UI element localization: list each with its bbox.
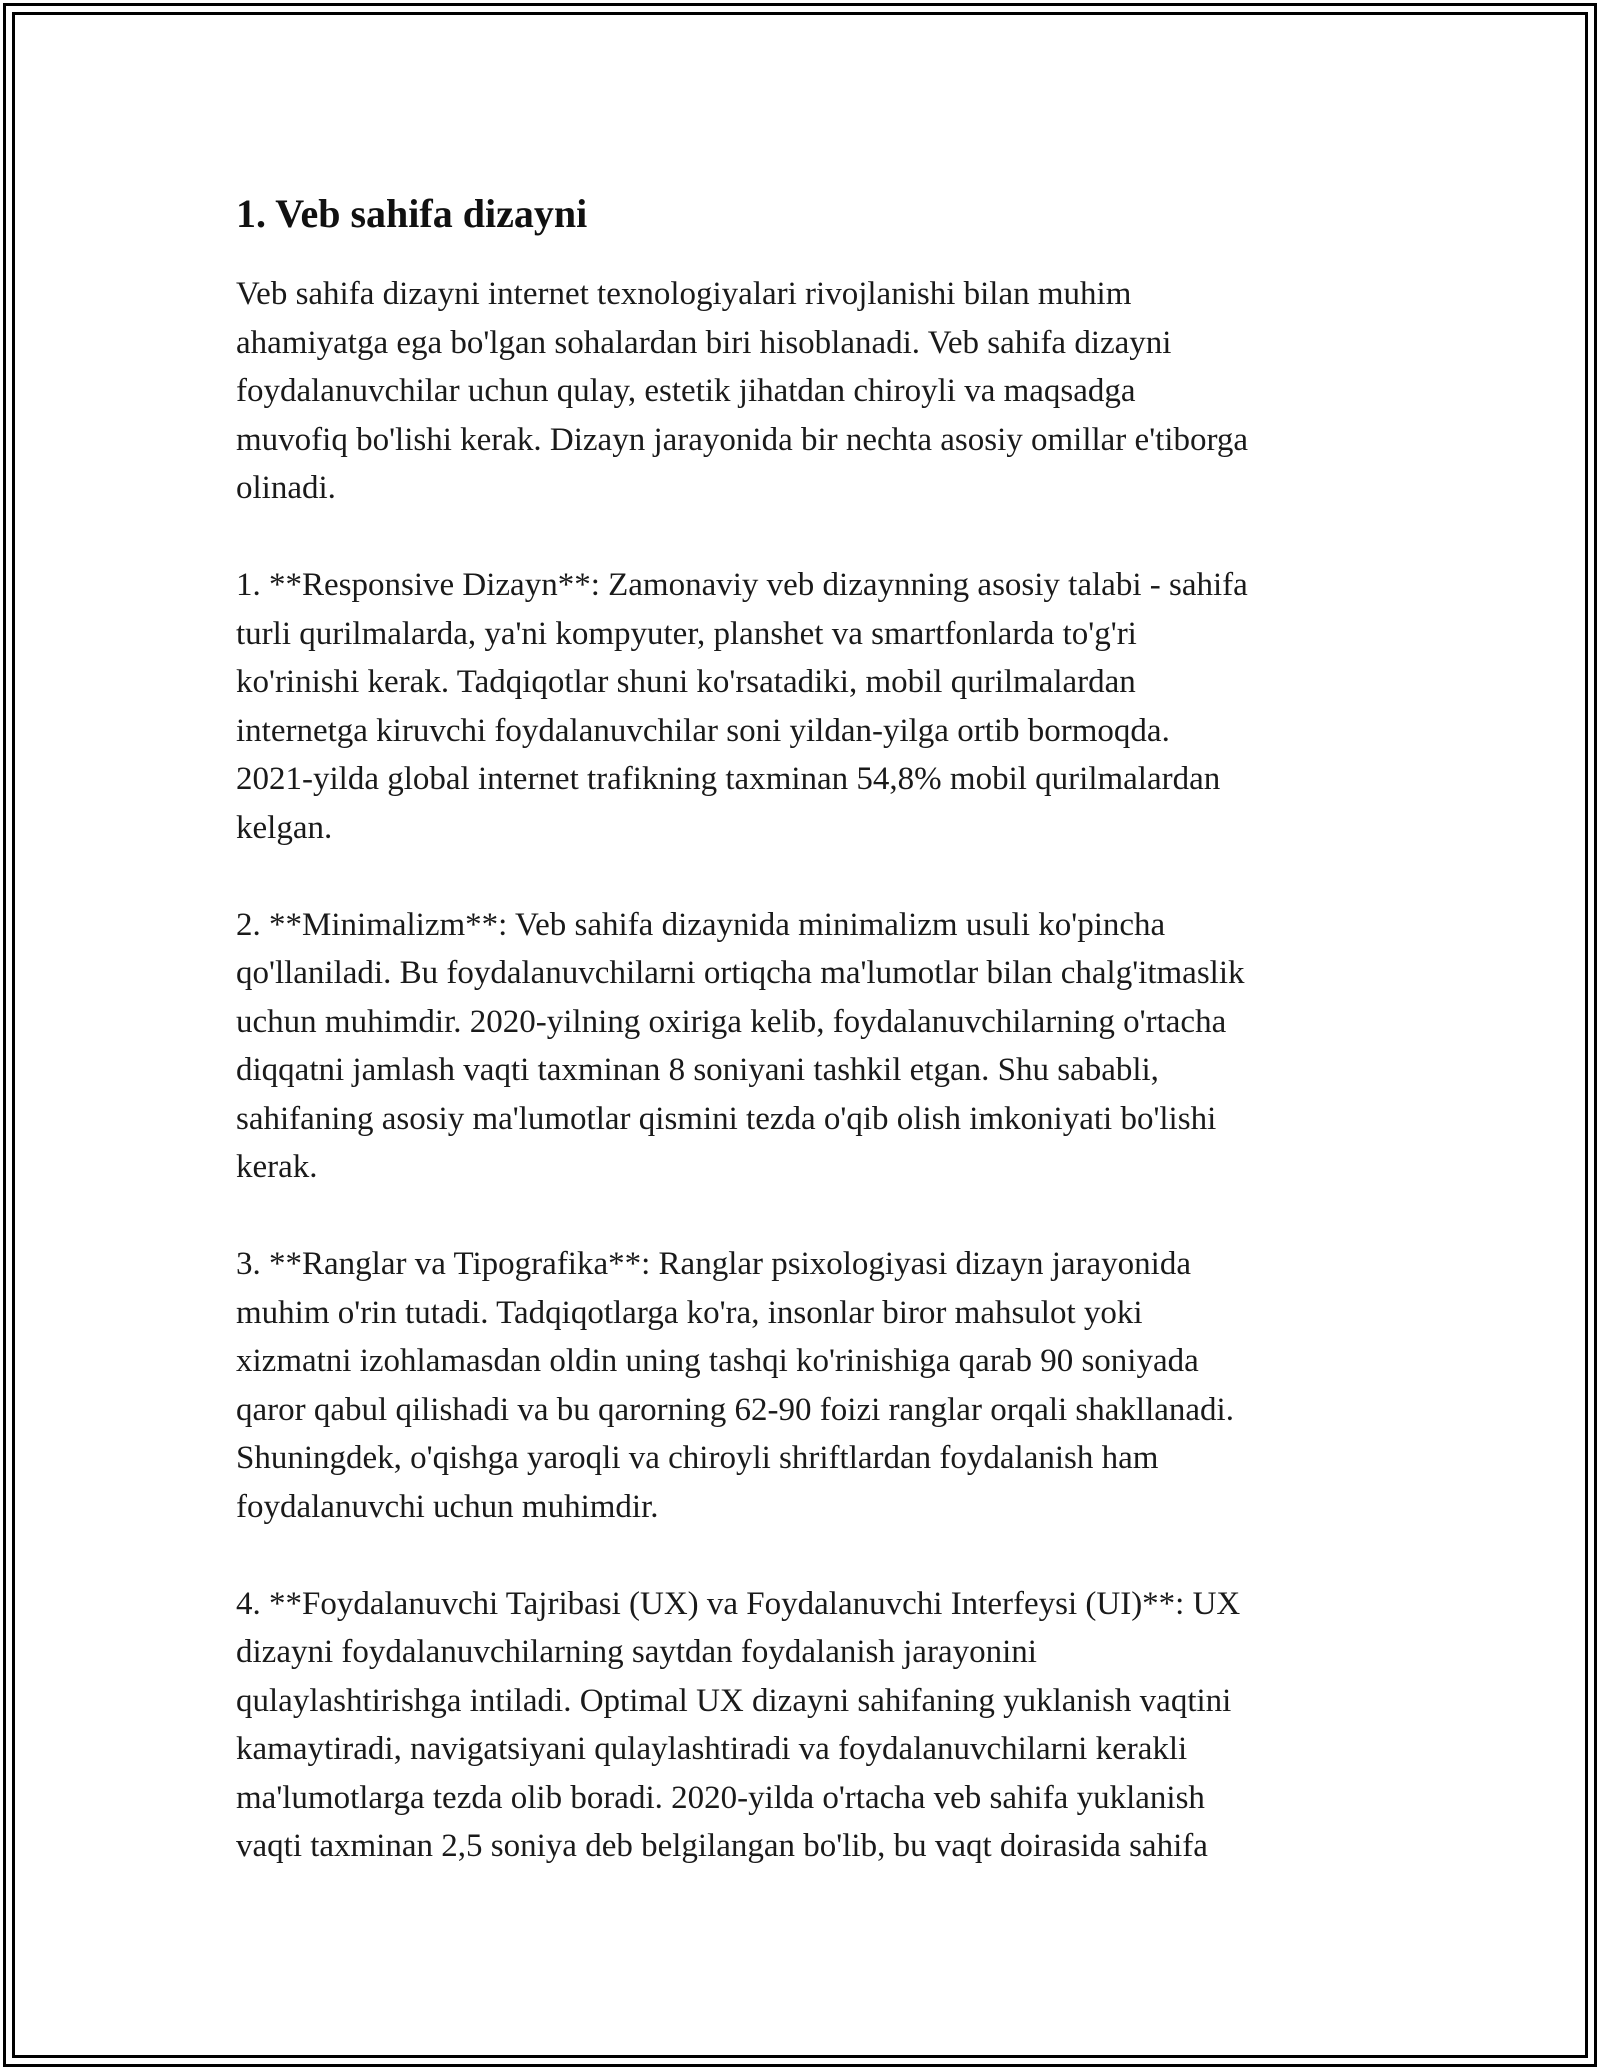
text-line: ma'lumotlarga tezda olib boradi. 2020-yilda o'rtacha veb sahifa yuklanish (236, 1779, 1205, 1816)
text-line: kerak. (236, 1149, 318, 1185)
document-body (236, 190, 1376, 1919)
text-line: olinadi. (236, 470, 336, 506)
paragraph-responsive-design (236, 561, 1376, 852)
paragraph-intro (236, 270, 1376, 513)
text-line: qo'llaniladi. Bu foydalanuvchilarni ortiqcha ma'lumotlar bilan chalg'itmaslik (236, 955, 1245, 991)
text-line: internetga kiruvchi foydalanuvchilar soni yildan-yilga ortib bormoqda. (236, 712, 1170, 749)
text-line: muhim o'rin tutadi. Tadqiqotlarga ko'ra, insonlar biror mahsulot yoki (236, 1294, 1143, 1331)
text-line: uchun muhimdir. 2020-yilning oxiriga kelib, foydalanuvchilarning o'rtacha (236, 1003, 1227, 1040)
text-line: 3. **Ranglar va Tipografika**: Ranglar psixologiyasi dizayn jarayonida (236, 1246, 1191, 1282)
text-line: foydalanuvchilar uchun qulay, estetik jihatdan chiroyli va maqsadga (236, 373, 1136, 409)
text-line: dizayni foydalanuvchilarning saytdan foydalanish jarayonini (236, 1634, 1037, 1670)
text-line: Shuningdek, o'qishga yaroqli va chiroyli shriftlardan foydalanish ham (236, 1440, 1159, 1476)
text-line: 2. **Minimalizm**: Veb sahifa dizaynida minimalizm usuli ko'pincha (236, 906, 1166, 943)
text-line: 4. **Foydalanuvchi Tajribasi (UX) va Foydalanuvchi Interfeysi (UI)**: UX (236, 1585, 1241, 1622)
paragraph-colors-typography (236, 1240, 1376, 1531)
text-line: foydalanuvchi uchun muhimdir. (236, 1488, 659, 1525)
paragraph-ux-ui (236, 1580, 1376, 1871)
text-line: 2021-yilda global internet trafikning taxminan 54,8% mobil qurilmalardan (236, 761, 1221, 797)
section-heading: 1. Veb sahifa dizayni (236, 191, 588, 236)
paragraph-minimalism (236, 901, 1376, 1192)
text-line: Veb sahifa dizayni internet texnologiyalari rivojlanishi bilan muhim (236, 276, 1132, 312)
text-line: ko'rinishi kerak. Tadqiqotlar shuni ko'rsatadiki, mobil qurilmalardan (236, 664, 1136, 700)
text-line: turli qurilmalarda, ya'ni kompyuter, planshet va smartfonlarda to'g'ri (236, 615, 1137, 652)
text-line: qaror qabul qilishadi va bu qarorning 62-90 foizi ranglar orqali shakllanadi. (236, 1391, 1234, 1428)
text-line: sahifaning asosiy ma'lumotlar qismini tezda o'qib olish imkoniyati bo'lishi (236, 1100, 1217, 1137)
text-line: diqqatni jamlash vaqti taxminan 8 soniyani tashkil etgan. Shu sababli, (236, 1052, 1159, 1088)
text-line: vaqti taxminan 2,5 soniya deb belgilangan bo'lib, bu vaqt doirasida sahifa (236, 1828, 1208, 1864)
text-line: kamaytiradi, navigatsiyani qulaylashtiradi va foydalanuvchilarni kerakli (236, 1731, 1188, 1767)
text-line: ahamiyatga ega bo'lgan sohalardan biri hisoblanadi. Veb sahifa dizayni (236, 324, 1172, 361)
text-line: 1. **Responsive Dizayn**: Zamonaviy veb dizaynning asosiy talabi - sahifa (236, 567, 1248, 603)
text-line: muvofiq bo'lishi kerak. Dizayn jarayonida bir nechta asosiy omillar e'tiborga (236, 421, 1249, 458)
text-line: kelgan. (236, 809, 333, 846)
text-line: qulaylashtirishga intiladi. Optimal UX dizayni sahifaning yuklanish vaqtini (236, 1682, 1232, 1719)
text-line: xizmatni izohlamasdan oldin uning tashqi ko'rinishiga qarab 90 soniyada (236, 1343, 1199, 1379)
